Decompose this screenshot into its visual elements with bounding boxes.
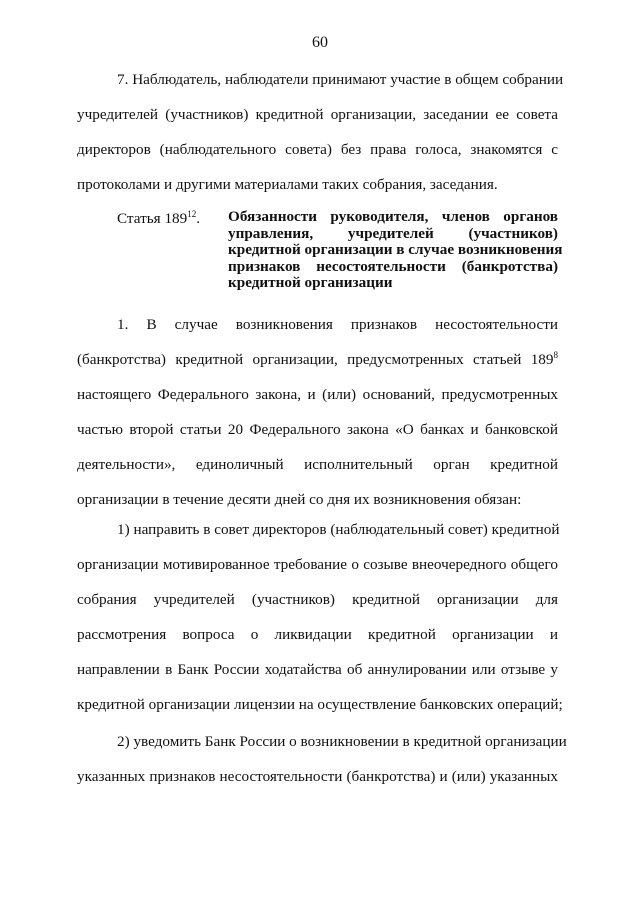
paragraph-7 [77, 62, 564, 202]
superscript: 8 [553, 349, 558, 360]
text-line [77, 342, 558, 377]
text-line: учредителей (участников) кредитной организации, заседании ее совета [77, 106, 558, 123]
text-line: указанных признаков несостоятельности (банкротства) и (или) указанных [77, 768, 558, 785]
text-line: рассмотрения вопроса о ликвидации кредитной организации и [77, 626, 558, 643]
text-line: 1) направить в совет директоров (наблюдательный совет) кредитной [117, 521, 560, 538]
text-line: протоколами и другими материалами таких собрания, заседания. [77, 176, 498, 193]
text-line: 1. В случае возникновения признаков несостоятельности [117, 316, 558, 333]
article-label-dot: . [196, 210, 201, 228]
paragraph-1 [77, 307, 558, 517]
text-line: частью второй статьи 20 Федерального закона «О банках и банковской [77, 421, 558, 438]
text-fragment: (банкротства) кредитной организации, предусмотренных статьей 189 [77, 351, 554, 368]
text-line: директоров (наблюдательного совета) без права голоса, знакомятся с [77, 141, 558, 158]
text-line: настоящего Федерального закона, и (или) оснований, предусмотренных [77, 386, 558, 403]
article-title-line: кредитной организации в случае возникновения [228, 241, 563, 258]
text-line: деятельности», единоличный исполнительный орган кредитной [77, 456, 558, 473]
text-line: 7. Наблюдатель, наблюдатели принимают участие в общем собрании [117, 71, 564, 88]
article-title-line: управления, учредителей (участников) [228, 224, 558, 242]
page-number: 60 [312, 34, 328, 51]
article-title [228, 208, 563, 292]
article-title-line: Обязанности руководителя, членов органов [228, 208, 558, 225]
text-line: организации мотивированное требование о созыве внеочередного общего [77, 556, 558, 573]
item-2 [77, 724, 567, 794]
text-line: кредитной организации лицензии на осуществление банковских операций; [77, 696, 563, 713]
article-number-superscript: 12 [187, 209, 197, 219]
text-line: организации в течение десяти дней со дня их возникновения обязан: [77, 491, 522, 508]
text-line: собрания учредителей (участников) кредитной организации для [77, 591, 558, 608]
article-title-line: кредитной организации [228, 274, 393, 291]
text-line: 2) уведомить Банк России о возникновении в кредитной организации [117, 733, 567, 750]
article-title-line: признаков несостоятельности (банкротства) [228, 257, 558, 275]
item-1 [77, 512, 563, 722]
article-number: Статья 189 [117, 210, 188, 228]
article-label [117, 209, 200, 228]
text-line: направлении в Банк России ходатайства об аннулировании или отзыве у [77, 661, 558, 678]
